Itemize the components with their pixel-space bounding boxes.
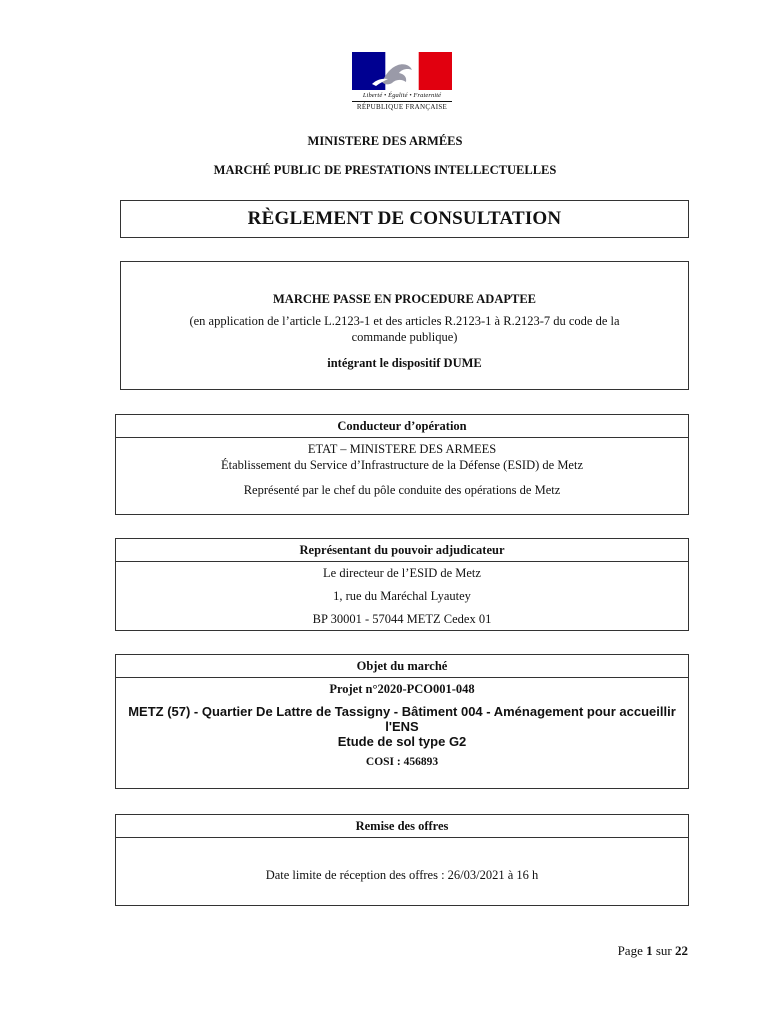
conducteur-section (115, 414, 689, 515)
objet-heading: Objet du marché (116, 655, 688, 678)
objet-projet: Projet n°2020-PCO001-048 (329, 682, 475, 696)
page-number (618, 943, 688, 959)
representant-heading: Représentant du pouvoir adjudicateur (116, 539, 688, 562)
conducteur-heading: Conducteur d’opération (116, 415, 688, 438)
logo-republic-text: RÉPUBLIQUE FRANÇAISE (356, 103, 448, 111)
conducteur-line-2: Établissement du Service d’Infrastructure de la Défense (ESID) de Metz (220, 458, 583, 472)
remise-heading: Remise des offres (116, 815, 688, 838)
remise-section (115, 814, 689, 906)
procedure-dume: intégrant le dispositif DUME (327, 356, 482, 370)
republique-francaise-logo (352, 52, 452, 111)
ministry-title: MINISTERE DES ARMÉES (307, 134, 463, 148)
market-type-title: MARCHÉ PUBLIC DE PRESTATIONS INTELLECTUELLES (213, 163, 557, 177)
representant-line-1: Le directeur de l’ESID de Metz (323, 566, 481, 580)
logo-divider (352, 101, 452, 102)
page-current: 1 (646, 943, 653, 958)
representant-section (115, 538, 689, 631)
objet-section (115, 654, 689, 789)
page-total: 22 (675, 943, 688, 958)
objet-cosi: COSI : 456893 (365, 756, 439, 768)
marianne-flag-icon (352, 52, 452, 90)
page-word: Page (617, 943, 643, 958)
document-title: RÈGLEMENT DE CONSULTATION (247, 208, 562, 229)
representant-line-3: BP 30001 - 57044 METZ Cedex 01 (312, 612, 492, 626)
objet-etude: Etude de sol type G2 (337, 734, 467, 749)
logo-motto: Liberté • Égalité • Fraternité (362, 92, 442, 99)
procedure-heading: MARCHE PASSE EN PROCEDURE ADAPTEE (273, 292, 536, 306)
conducteur-line-1: ETAT – MINISTERE DES ARMEES (307, 442, 497, 456)
conducteur-line-3: Représenté par le chef du pôle conduite des opérations de Metz (243, 483, 561, 497)
procedure-box (120, 261, 689, 390)
representant-line-2: 1, rue du Maréchal Lyautey (333, 589, 471, 603)
procedure-subtext: (en application de l’article L.2123-1 et des articles R.2123-1 à R.2123-7 du code de la commande publique) (189, 314, 620, 344)
remise-date: Date limite de réception des offres : 26/03/2021 à 16 h (265, 868, 539, 882)
document-title-box (120, 200, 689, 238)
page-of-word: sur (655, 943, 672, 958)
objet-description: METZ (57) - Quartier De Lattre de Tassigny - Bâtiment 004 - Aménagement pour accueillir l'ENS (128, 704, 676, 734)
